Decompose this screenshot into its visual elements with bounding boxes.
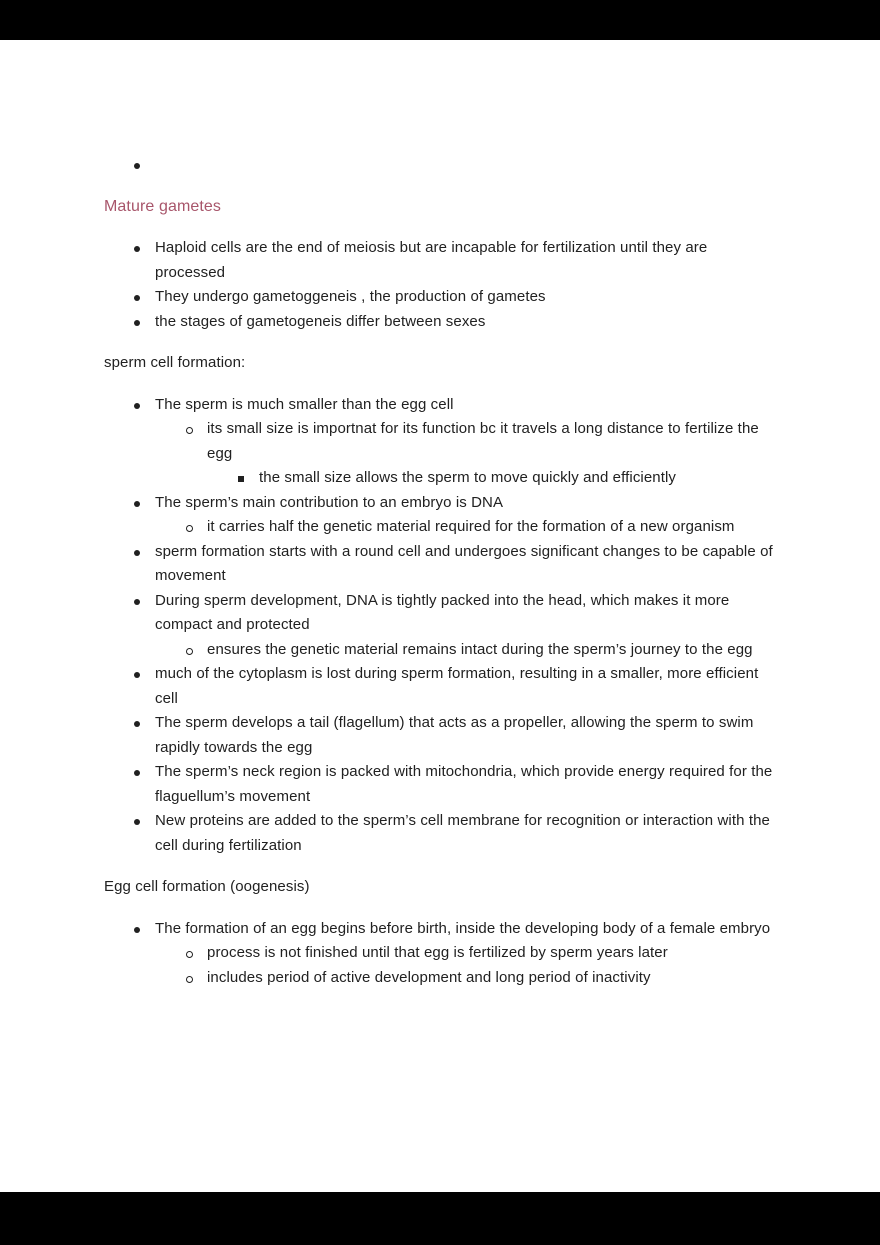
bullet-disc-icon [128,285,155,310]
sub-bullet-item [104,941,774,966]
list-item-text: sperm formation starts with a round cell and undergoes significant changes to be capable of movement [155,542,773,584]
list-item-text: During sperm development, DNA is tightly packed into the head, which makes it more compact and protected [155,591,730,633]
bullet-item [104,236,774,285]
paragraph: Egg cell formation (oogenesis) [104,878,310,895]
list-item-text: The sperm’s main contribution to an embryo is DNA [155,493,504,511]
bullet-disc-icon [128,589,155,614]
bullet-disc-icon [128,393,155,418]
bullet-square-icon [232,466,259,491]
bullet-item [104,662,774,711]
list-item-text: They undergo gametoggeneis , the production of gametes [155,288,546,305]
bullet-disc-icon [128,153,155,178]
list-item-text: the stages of gametogeneis differ between sexes [155,312,486,330]
bullet-disc-icon [128,711,155,736]
bullet-circle-icon [180,515,207,540]
sub-bullet-item [104,515,774,540]
list-item-text: its small size is importnat for its function bc it travels a long distance to fertilize the egg [207,420,759,462]
list-item-text: process is not finished until that egg is fertilized by sperm years later [207,944,668,961]
list-item-text: New proteins are added to the sperm’s cell membrane for recognition or interaction with the cell during fertilization [155,812,770,854]
sub-bullet-item [104,417,774,466]
bullet-disc-icon [128,809,155,834]
bullet-circle-icon [180,966,207,991]
bullet-disc-icon [128,540,155,565]
bullet-disc-icon [128,760,155,785]
sub-bullet-item [104,966,774,991]
bullet-item [104,711,774,760]
paragraph: sperm cell formation: [104,354,246,371]
bullet-item [104,809,774,858]
list-item-text: The sperm’s neck region is packed with mitochondria, which provide energy required for the flaguellum’s movement [155,763,773,805]
bottom-black-bar [0,1192,880,1245]
sub-sub-bullet-item [104,466,774,491]
bullet-circle-icon [180,417,207,442]
bullet-item [104,285,774,310]
bullet-item [104,589,774,638]
list-item-text: it carries half the genetic material required for the formation of a new organism [207,518,735,535]
list-item-text: the small size allows the sperm to move quickly and efficiently [259,469,677,486]
document-page [0,40,880,1192]
list-item-text: Haploid cells are the end of meiosis but are incapable for fertilization until they are processed [155,239,708,281]
list-item-text: The formation of an egg begins before birth, inside the developing body of a female embryo [155,919,771,937]
bullet-circle-icon [180,638,207,663]
bullet-disc-icon [128,310,155,335]
bullet-circle-icon [180,941,207,966]
bullet-item [104,491,774,516]
list-item-text: The sperm is much smaller than the egg cell [155,395,454,413]
sub-bullet-item [104,638,774,663]
bullet-disc-icon [128,917,155,942]
bullet-disc-icon [128,236,155,261]
top-black-bar [0,0,880,40]
list-item-text: The sperm develops a tail (flagellum) that acts as a propeller, allowing the sperm to swim rapidly towards the egg [155,714,754,756]
empty-bullet-item [104,153,774,178]
bullet-item [104,310,774,335]
bullet-item [104,917,774,942]
list-item-text: much of the cytoplasm is lost during sperm formation, resulting in a smaller, more efficient cell [155,665,759,707]
list-item-text: ensures the genetic material remains intact during the sperm’s journey to the egg [207,640,753,658]
bullet-item [104,540,774,589]
list-item-text: includes period of active development and long period of inactivity [207,968,651,986]
bullet-item [104,393,774,418]
section-heading: Mature gametes [104,197,222,215]
bullet-disc-icon [128,491,155,516]
bullet-disc-icon [128,662,155,687]
bullet-item [104,760,774,809]
